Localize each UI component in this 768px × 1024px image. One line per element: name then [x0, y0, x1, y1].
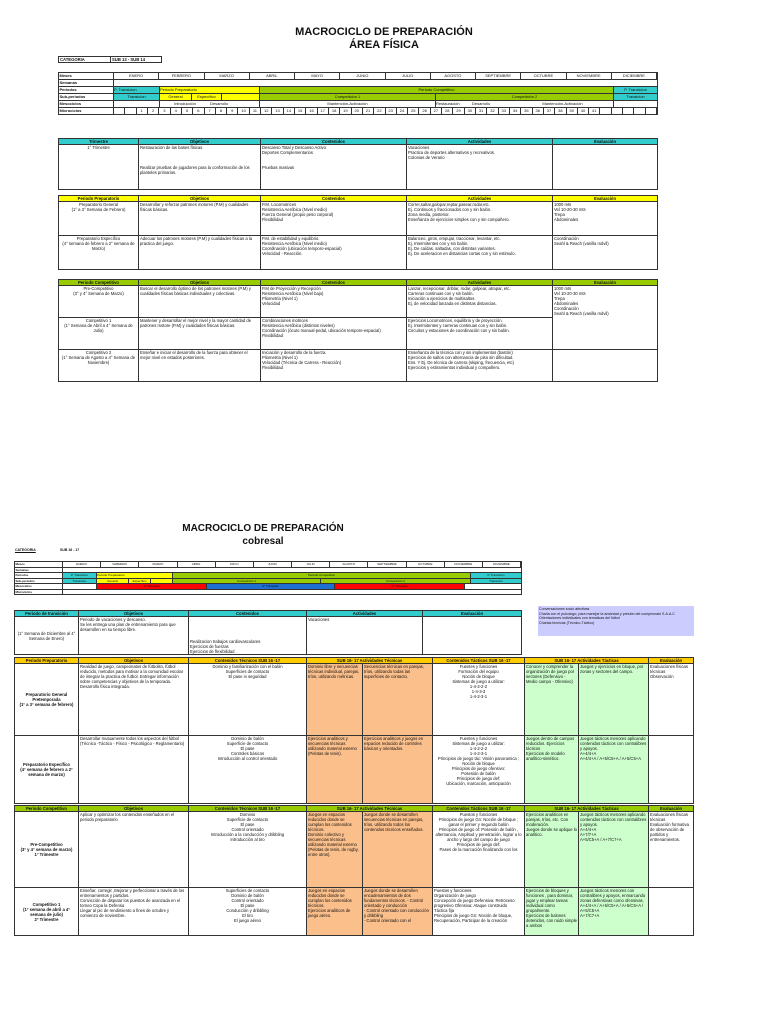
actividades-cell: Lanzar, recepcionar, driblar, rodar, golpear, atrapar, etc. Carreras continuas con y sin balón. Iniciación a ejercicios de multisaltos. Ej. de velocidad lanzada en distintas distancias. — [407, 286, 553, 318]
actividades-cell: Enseñanza de la técnica con y sin implementos (bastón) Ejercicios de saltos con alternancia de piso sin dificultad. Ens. Y Ej. De técnica de carrera (skiping, frecuencia, etc) Ejercicios y estiramientos individual y compañero. — [407, 350, 553, 382]
meso-introduccion: Introducción — [174, 101, 196, 106]
month-cell: ENERO — [63, 562, 101, 567]
evaluacion-cell: 1000 mts Vel 10-20-30 mts Trepa Abdominales — [553, 202, 658, 236]
doc1-title-block — [0, 26, 768, 52]
tacticos-cell: Puestos y funciones Principios de juego Gn: Noción de bloque ; ganar el primer y segundo balón Principios de juego of: Posesión de balón , alternancia, Amplitud y penetración, lograr a lo ancho y largo del campo de juego Principios de juego def: Pases de la marcación finalizando con los — [433, 812, 525, 888]
header-cell: Contenidos Técnicos SUB 16 -17 — [189, 806, 307, 812]
periodo-cell: Preparatorio General Pretemporada (1° a 3° semana de febrero) — [15, 664, 79, 736]
row-label: Semanas — [59, 80, 114, 87]
micro-cell: 24 — [397, 108, 408, 114]
periodo-preparatorio: Periodo Preparatorio — [97, 573, 173, 578]
header-cell: SUB 16- 17 Actividades Tácticas — [525, 658, 649, 664]
month-cell: MARZO — [139, 562, 177, 567]
meso-restauracion: Restauración — [436, 101, 460, 106]
row-label: Microciclos — [15, 589, 63, 595]
trimestre-cell: 1° Trimestre — [59, 145, 139, 190]
sub-especifico: Específico — [192, 94, 222, 100]
sub-especifico: Específico — [129, 579, 151, 584]
micro-cell: 9 — [227, 108, 238, 114]
doc1-title: MACROCICLO DE PREPARACIÓN — [295, 26, 473, 38]
objetivos-cell: Buscar el desarrollo óptimo de los patrones motores (P.M) y cualidades físicas básicas individuales y colectivas. — [139, 286, 261, 318]
meso-mantencion-2: Mantención-Activación — [512, 101, 614, 107]
micro-cell: 4 — [171, 108, 182, 114]
contenidos-cell: Superficies de contacto Dominio de balón Control orientado El pase Conducción y dribbling El tiro El juego aéreo — [189, 888, 307, 936]
header-cell: Objetivos — [79, 806, 189, 812]
header-cell: Evaluación — [553, 280, 658, 286]
micro-cell: 25 — [408, 108, 419, 114]
periodo-cell: Competitivo 1 (1° semana de abril a 4° semana de julio) 2° Trimestre — [15, 888, 79, 936]
table-row — [15, 888, 694, 936]
evaluacion-cell: Evaluaciones físicas técnicas Evaluación formativa de observación de partidos y entrenamientos. — [649, 812, 694, 888]
micro-cell-empty — [623, 108, 634, 114]
doc2-competitivo-table — [14, 805, 694, 936]
header-cell: Objetivos — [79, 658, 189, 664]
micro-cell: 39 — [567, 108, 578, 114]
header-cell: Trimestre — [59, 139, 139, 145]
micro-cell: 33 — [499, 108, 510, 114]
act-tec-cell: Ejercicios analiticos y juegos en espacios reducido de controles básicos y orientados. — [363, 736, 433, 804]
micro-cell-empty — [114, 108, 125, 114]
micro-cell: 14 — [284, 108, 295, 114]
row-label: Mesociclos — [15, 584, 63, 590]
objetivos-cell: Adecuar los patrones motores (P.M) y cualidades físicas a la practica del juego. — [139, 236, 261, 270]
mesociclos-row — [59, 101, 658, 108]
periodos-row — [59, 87, 658, 94]
header-cell: SUB 16- 17 Actividades Técnicas — [307, 806, 433, 812]
periodo-cell: Preparatorio General (1° a 3° Semana de Febrero) — [59, 202, 139, 236]
table-row — [59, 145, 658, 190]
table-row — [59, 350, 658, 382]
contenidos-cell: Iniciación y desarrollo de la fuerza. Pliometría (Nivel 1) Velocidad (Técnica de Carrera - Reacción) Flexibilidad — [261, 350, 407, 382]
objetivos-cell: Desarrollar mutuamente todos los aspectos del fútbol (Técnico -Táctico - Físico - Psicológico - Reglamentario) — [79, 736, 189, 804]
actividades-cell: Balanceo, giros, empujar, traccionar, levantar, etc. Ej. Intermitentes con y sin balón. Ej. De caídas, saltadas, con distintas variantes. Ej. De aceleracion en distancias cortas con y sin estimulo. — [407, 236, 553, 270]
doc1-categoria — [58, 56, 162, 63]
objetivos-cell: Mantener y desarrollar el mejor nivel y la mayor cantidad de patrones motore (P.M) y cualidades físicas básicas. — [139, 318, 261, 350]
meso-mantencion: Mantención-Activación — [260, 101, 436, 107]
objetivos-cell: Restauracion de las bases físicas Realizar pruebas de jugadores para la conformación de los planteles primarios. — [139, 145, 261, 190]
row-label: Sub-periodos — [59, 94, 114, 101]
act-tec-cell: Dominio libre y secuencias técnicas individual, parejas, tríos, utilizando métricas. — [307, 664, 363, 736]
header-cell: Periodo Preparatorio — [59, 196, 139, 202]
header-cell: Contenidos Tácticos SUB 16 -17 — [433, 806, 525, 812]
row-label: Microciclos — [59, 108, 114, 115]
contenidos-cell: P.M de Proyección y Recepción Resistencia Aeróbica (Nivel bajo) Pliometría (Nivel 1) Velocidad — [261, 286, 407, 318]
doc1-transicion-table — [58, 138, 658, 190]
contenidos-cell: Dominio de balón Superficie de contacto El pase Controles básicos Introducción al control orientado — [189, 736, 307, 804]
meso-trimestre-3: 3° Trimestre — [335, 584, 465, 589]
micro-cell: 41 — [589, 108, 600, 114]
microciclos-row — [15, 589, 522, 595]
micro-cell-empty — [612, 108, 623, 114]
sub-competicion-2: Competición 2 — [321, 579, 471, 584]
micro-cell: 12 — [261, 108, 272, 114]
periodo-competitivo: Periodo Competitivo — [260, 87, 614, 93]
evaluacion-cell: Evaluaciones físicas técnicas Observación — [649, 664, 694, 736]
micro-cell-empty — [600, 108, 611, 114]
header-cell: SUB 16- 17 Actividades Tácticas — [525, 806, 649, 812]
micro-cell: 22 — [374, 108, 385, 114]
act-tec-cell: Juegos donde se desarrollen encadenamientos de dos fundamentos técnicos. - Control orientado y conducción - Control orientado con conducción y dribbling - Control orientado con el — [363, 888, 433, 936]
micro-cell: 6 — [193, 108, 204, 114]
micro-cell: 18 — [329, 108, 340, 114]
micro-cell: 1 — [137, 108, 148, 114]
table-row — [15, 664, 694, 736]
actividades-cell: Correr,saltar,galopar,reptar,pasear,rodar,etc. Ej. Continuos y fraccionados con y sin balón. Zona media, posterior. Enseñanza de ejercicios simples con y sin compañero. — [407, 202, 553, 236]
periodo-transicion: P. Transicion — [114, 87, 160, 93]
sub-competicion-1: Competición 1 — [260, 94, 436, 100]
table-row — [59, 202, 658, 236]
periodo-cell: Competitivo 2 (1° Semana de Agosto a 4° Semana de Noviembre) — [59, 350, 139, 382]
micro-cell: 38 — [555, 108, 566, 114]
periodo-transicion-end: P. Transicion — [471, 573, 521, 578]
doc2-cycle-grid — [14, 561, 522, 595]
meso-trimestre-1: 1° Trimestre — [97, 584, 207, 589]
periodo-cell: Pre-Competitivo (3° y 4° Semana de Marzo) — [59, 286, 139, 318]
objetivos-cell: Enseñar, corregir ,Mejorar y perfeccionar a través de los entrenamientos y partidos. Convicción de disputar los puestos de avanzada en el torneo Copa la Defensa Llegar al pic de rendimiento a fines de octubre y comienzo de noviembre. — [79, 888, 189, 936]
micro-cell: 3 — [159, 108, 170, 114]
sub-general: General — [160, 94, 192, 100]
month-cell: JUNIO — [340, 73, 385, 79]
sub-transicion: Transicion — [114, 94, 160, 100]
periodo-cell: Preparatorio Específico (4° semana de febrero a 2° semana de marzo) — [15, 736, 79, 804]
micro-cell: 15 — [295, 108, 306, 114]
evaluacion-cell — [423, 617, 522, 655]
objetivos-cell: Aplicar y optimizar los contenidos enseñados en el periodo preparatorio — [79, 812, 189, 888]
table-row — [59, 236, 658, 270]
header-cell: Contenidos — [261, 196, 407, 202]
meso-desarrollo: Desarrollo — [210, 101, 260, 107]
table-row — [15, 736, 694, 804]
categoria-label: CATEGORIA — [15, 548, 36, 552]
micro-cell: 30 — [465, 108, 476, 114]
periodos-row — [15, 573, 522, 579]
tacticos-cell: Fuentes y funciones Formación del equipo Noción de bloque Sistemas de juego a utilizar: 1-4-2-2-2 1-4-3-3 1-4-2-3-1 — [433, 664, 525, 736]
periodo-transicion: P. Transicion — [63, 573, 97, 578]
sub-transicion: Transicion — [63, 579, 97, 584]
contenidos-cell: Descanso Total y Descanso Activo Deportes Complementarios Pruebas masivas — [261, 145, 407, 190]
month-cell: FEBRERO — [159, 73, 204, 79]
actividades-cell: Vacaciones — [307, 617, 423, 655]
header-cell: Contenidos — [261, 139, 407, 145]
act-tac-cell: Conocer y comprender la organización de juego por sectores (Defensivo - Medio campo - Ofensivo) — [525, 664, 579, 736]
month-cell: MAYO — [216, 562, 254, 567]
periodo-transicion-end: P. Transicion — [614, 87, 657, 93]
sub-transicion-end: Transicion — [614, 94, 657, 100]
header-cell: Actividades — [407, 196, 553, 202]
doc1-subtitle: ÁREA FÍSICA — [349, 39, 419, 51]
micro-cell: 10 — [238, 108, 249, 114]
header-cell: Contenidos — [189, 611, 307, 617]
doc2-preparatorio-table — [14, 657, 694, 804]
header-cell: Actividades — [307, 611, 423, 617]
micro-cell: 21 — [363, 108, 374, 114]
periodo-cell: Preparatorio Específico (4° semana de febrero a 2° semana de Marzo) — [59, 236, 139, 270]
micro-cell: 8 — [216, 108, 227, 114]
micro-cell: 26 — [419, 108, 430, 114]
subperiodos-row — [59, 94, 658, 101]
tacticos-cell: Fuentes y funciones Sistemas de juego a utilizar: 1-4-2-2-2 1-4-2-3-1 Principios de juego tác: Visión panoramica ; Noción de bloque Principios de juego ofensivo: Posesión de balón Principios de juego def: Ubicación, marcación, anticipación — [433, 736, 525, 804]
evaluacion-cell — [649, 736, 694, 804]
row-label: Meses — [59, 73, 114, 80]
micro-cell: 7 — [205, 108, 216, 114]
evaluacion-cell — [553, 145, 658, 190]
micro-cell-empty — [646, 108, 657, 114]
weeks-row — [59, 80, 658, 87]
micro-cell: 23 — [386, 108, 397, 114]
act-tac-cell: Ejercicios analiticos en parejas, tríos, etc. Con moderación. Juegos donde se aplique lo analítico. — [525, 812, 579, 888]
header-cell: Contenidos — [261, 280, 407, 286]
month-cell: DICIEMBRE — [612, 73, 657, 79]
meso-desarrollo-2: Desarrollo — [472, 101, 491, 106]
month-cell: AGOSTO — [431, 73, 476, 79]
header-cell: SUB 16- 17 Actividades Técnicas — [307, 658, 433, 664]
row-label: Periodos — [59, 87, 114, 94]
month-cell: MAYO — [295, 73, 340, 79]
month-cell: FEBRERO — [101, 562, 139, 567]
header-cell: Periodo Competitivo — [59, 280, 139, 286]
micro-cell: 19 — [340, 108, 351, 114]
month-cell: SEPTIEMBRE — [368, 562, 406, 567]
header-cell: Contenidos Tácticos SUB 16 -17 — [433, 658, 525, 664]
doc2-title-block — [0, 522, 526, 548]
objetivos-cell: Desarrollar y reforzar patrones motores (P.M) y cualidades físicas básicas. — [139, 202, 261, 236]
header-cell: Actividades — [407, 139, 553, 145]
doc2-subtitle: cobresal — [242, 536, 284, 547]
month-cell: AGOSTO — [330, 562, 368, 567]
mesociclos-row — [15, 584, 522, 590]
month-cell: ABRIL — [178, 562, 216, 567]
month-cell: OCTUBRE — [407, 562, 445, 567]
sub-transicion-end: Transicion — [471, 579, 521, 584]
act-tec-cell: Secuencias técnicas en parejas, tríos, utilizando todas las superficies de contacto. — [363, 664, 433, 736]
subperiodos-row — [15, 578, 522, 584]
header-cell: Objetivos — [139, 139, 261, 145]
micro-cell: 13 — [272, 108, 283, 114]
periodo-preparatorio: Periodo Preparatorio — [160, 87, 260, 93]
header-cell: Evaluación — [423, 611, 522, 617]
table-row — [15, 812, 694, 888]
evaluacion-cell — [649, 888, 694, 936]
month-cell: JULIO — [386, 73, 431, 79]
micro-cell: 35 — [521, 108, 532, 114]
header-cell: Periodo de transición — [15, 611, 79, 617]
micro-cell: 17 — [318, 108, 329, 114]
table-row — [15, 617, 522, 655]
actividades-cell: Ejercicios Locomotrices, equilibrio y de proyección. Ej. Intermitentes y carreras continuas con y sin balón. Circuitos y estaciones de coordinación con y sin balón. — [407, 318, 553, 350]
doc1-preparatorio-table — [58, 195, 658, 270]
micro-cell: 2 — [148, 108, 159, 114]
act-tec-cell: Juegos en espacios reducidos donde se cumplan los contenidos técnicos. Dominio colectivo y secuencias técnicas utilizando material externo (Pelotas de tenis, de rugby, entre otros). — [307, 812, 363, 888]
evaluacion-cell: 1000 mts Vel 10-20-30 mts Trepa Abdominales Coordinación Seahl & Reach (vanilla mdvil) — [553, 286, 658, 350]
header-cell: Objetivos — [79, 611, 189, 617]
micro-cell: 20 — [352, 108, 363, 114]
periodo-cell: Competitivo 1 (1° Semana de Abril a 4° Semana de Julio) — [59, 318, 139, 350]
act-tec-cell: Juegos donde se desarrollen secuencias técnicas en parejas, tríos, utilizando todos los contenidos técnicos enseñados. — [363, 812, 433, 888]
objetivos-cell: Enseñar e iniciar el desarrollo de la fuerza para obtener el mejor nivel en estados posteriores. — [139, 350, 261, 382]
header-cell: Contenidos Técnicos SUB 16 -17 — [189, 658, 307, 664]
contenidos-cell: Dominio y familiarización con el balón Superficies de contacto El pase in seguridad — [189, 664, 307, 736]
periodo-competitivo: Periodo Competitivo — [173, 573, 471, 578]
month-cell: DICIEMBRE — [483, 562, 521, 567]
contenidos-cell: Realizacion trabajos cardiovasculares Ejercicios de fuerzas Ejercicios de flexibilidad — [189, 617, 307, 655]
act-tac-cell: Juegos tácticos menores aplicando contenidos tácticos con contralibres y apoyos. A+4/4+A A+7/7+A A+5/C5+A / A+7/C7+A — [579, 812, 649, 888]
header-cell: Evaluación — [553, 196, 658, 202]
evaluacion-cell — [553, 350, 658, 382]
act-tac-cell: Juegos dentro de campos reducidos. Ejercicios tácticos Ejercicios de modelo analítico-sintético. — [525, 736, 579, 804]
month-cell: NOVIEMBRE — [445, 562, 483, 567]
contenidos-cell: Combinaciones motrices Resistencia Aeróbica (distintos niveles) Coordinación (ócuIo manual-pedal, ubicación tempore-espacial) Flexibilidad — [261, 318, 407, 350]
act-tac-cell: Juegos tácticos menores con contralibres y apoyos, enmarcando zonas defensivas como ofensivas. A+4/4+A / A+5/C5+A / A+5/C5+A / A+5/C5+A A+7/C7+A — [579, 888, 649, 936]
header-cell: Actividades — [407, 280, 553, 286]
row-label: Sub-periodos — [15, 578, 63, 584]
sub-general: General — [97, 579, 129, 584]
actividades-cell: Vacaciones Practica de deportes alternativos y recreativos. Colonias de Verano — [407, 145, 553, 190]
categoria-value: SUB 16 - 17 — [60, 548, 80, 552]
header-cell: Evaluación — [553, 139, 658, 145]
month-cell: JULIO — [292, 562, 330, 567]
micro-cell: 11 — [250, 108, 261, 114]
microciclos-row — [59, 108, 658, 115]
objetivos-cell: Realidad de juego, campeonatos de fútbolito, fútbol reducido, metodos para motivar a la comunidad escolar de integrar la practica de futbol. Entregar información sobre competencias y objetivos de la temporada. Desarrollo física integrada. — [79, 664, 189, 736]
micro-cell: 27 — [431, 108, 442, 114]
month-cell: ENERO — [114, 73, 159, 79]
act-tec-cell: Ejercicios analiticos y secuencias técnicas utilizando material externo (Pelotas de tenis). — [307, 736, 363, 804]
month-cell: MARZO — [205, 73, 250, 79]
month-cell: SEPTIEMBRE — [476, 73, 521, 79]
month-cell: OCTUBRE — [521, 73, 566, 79]
categoria-label: CATEGORIA — [59, 57, 111, 63]
month-cell: NOVIEMBRE — [567, 73, 612, 79]
micro-cell: 36 — [533, 108, 544, 114]
table-row — [59, 286, 658, 318]
month-cell: ABRIL — [250, 73, 295, 79]
meso-trimestre-2: 2° Trimestre — [207, 584, 335, 589]
micro-cell: 31 — [476, 108, 487, 114]
header-cell: Objetivos — [139, 196, 261, 202]
micro-cell-empty — [634, 108, 645, 114]
evaluacion-cell: Coordinación Seahl & Reach (vanilla mdvil) — [553, 236, 658, 270]
months-row — [15, 562, 522, 568]
act-tac-cell: Juegos tácticos menores aplicando contenidos tácticos con contralibres y apoyos. A+4/4+A A+4/4+A / A+5/C5+A / A+5/C5+A — [579, 736, 649, 804]
header-cell: Periodo Competitivo — [15, 806, 79, 812]
micro-cell: 5 — [182, 108, 193, 114]
periodo-cell: Pre-Competitivo (3° y 4° semana de marzo) 1° Trimestre — [15, 812, 79, 888]
doc1-cycle-grid — [58, 72, 658, 115]
micro-cell: 16 — [306, 108, 317, 114]
row-label: Semanas — [15, 567, 63, 573]
micro-cell: 32 — [487, 108, 498, 114]
header-cell: Objetivos — [139, 280, 261, 286]
doc2-note-box: Conversaciones socio afectivas Charla con el psicologo, para manejar la ansiedad y presión del compeonato S.A.A.C Orientaciones individuales con tematicas del fútbol Charlas tecnicas (Técnico-Táctico) — [538, 606, 694, 636]
contenidos-cell: P.M. de estabilidad y equilibrio. Resistencia Aeróbica (Nivel medio) Coordinación (ubicación temporo-espacial) Velocidad - Reacción. — [261, 236, 407, 270]
header-cell: Periodo Preparatorio — [15, 658, 79, 664]
periodo-cell: (1° Semana de Diciembre al 4° Semana de Enero) — [15, 617, 79, 655]
micro-cell: 28 — [442, 108, 453, 114]
act-tec-cell: Juegos en espacios reducidos donde se cumplan los contenidos técnicos. Ejercicios analiticos de juego aéreo. — [307, 888, 363, 936]
micro-cell: 34 — [510, 108, 521, 114]
row-label: Periodos — [15, 573, 63, 579]
act-tac-cell: Juegos y ejercicios en bloque, por zonas y sectores del campo. — [579, 664, 649, 736]
micro-cell: 40 — [578, 108, 589, 114]
header-cell: Evaluación — [649, 806, 694, 812]
act-tac-cell: Ejercicios de bloques y funciones , para dominar, jugar y emplear tareas individual como grupalmente. Ejercicios de balones detenidos, con ruido simple a ambos — [525, 888, 579, 936]
contenidos-cell: P.M. Locomotrices Resistencia Aeróbica (Nivel medio) Fuerza General (propio peso corporal) Flexibilidad — [261, 202, 407, 236]
sub-competicion-2: Competición 2 — [436, 94, 614, 100]
objetivos-cell: Periodo de vacaciones y descanso. Se les entrega una plan de entrenamiento para que desarrollen en su tiempo libre. — [79, 617, 189, 655]
sub-competicion-1: Competición 1 — [173, 579, 321, 584]
micro-cell-empty — [125, 108, 136, 114]
row-label: Mesociclos — [59, 101, 114, 108]
contenidos-cell: Dominio Superficie de contacto El pase Control orientado Introducción a la conducción y dribbling Introducción al tiro — [189, 812, 307, 888]
month-cell: JUNIO — [254, 562, 292, 567]
doc2-transicion-table — [14, 610, 522, 655]
categoria-value: SUB 13 - SUB 14 — [111, 57, 162, 63]
doc1-competitivo-table — [58, 279, 658, 382]
micro-cell: 37 — [544, 108, 555, 114]
micro-cell: 29 — [453, 108, 464, 114]
months-row — [59, 73, 658, 80]
header-cell: Evaluación — [649, 658, 694, 664]
tacticos-cell: Puestos y funciones Organización de juego Concepción de juego Defensiva: Retroceso progresivo Ofensiva: Ataque construido Táctica fija Principios de juego Gn: Noción de bloque, Recuperación, Participar de la creación — [433, 888, 525, 936]
doc2-title: MACROCICLO DE PREPARACIÓN — [182, 523, 344, 534]
row-label: Meses — [15, 562, 63, 568]
doc2-categoria — [14, 548, 104, 553]
